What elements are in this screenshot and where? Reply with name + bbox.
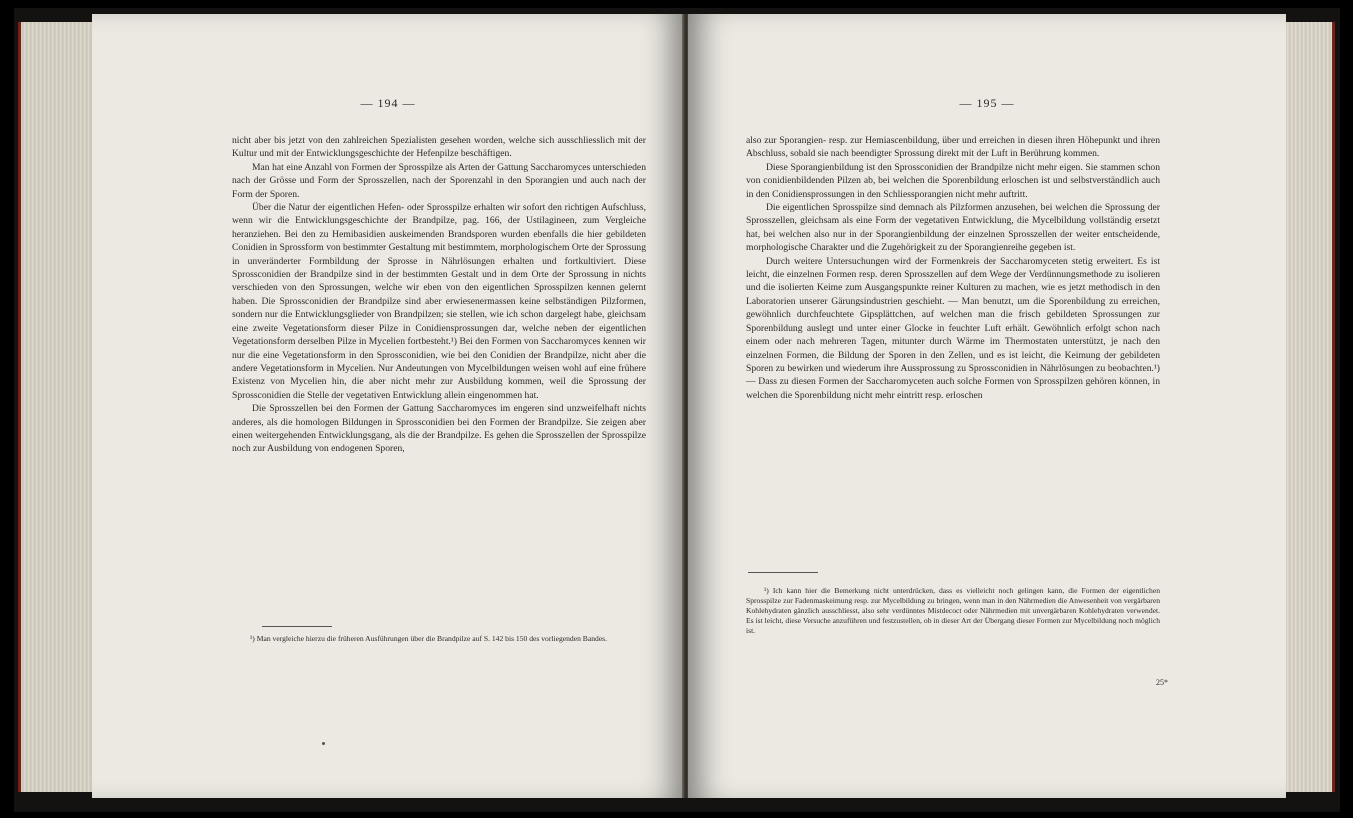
signature-mark: 25* bbox=[1156, 678, 1168, 687]
left-paragraph-3: Über die Natur der eigentlichen Hefen- oder Sprosspilze erhalten wir sofort den richtigen Aufschluss, wenn wir die Entwicklungsgeschichte der Brandpilze, pag. 166, der Ustilagineen, zum Vergleiche heranziehen. Bei den zu Hemibasidien auskeimenden Brandsporen wurden ebenfalls die hier gebildeten Conidien in Sprossform von bestimmter Gestaltung mit bestimmtem, morphologischem Orte der Sprossung in unveränderter Formbildung der Sprosse in Nährlösungen erhalten und fortkultiviert. Diese Sprossconidien der Brandpilze sind in der bestimmten Gestalt und in dem Orte der Sprossung in nichts verschieden von den Sprossungen, welche wir eben von den eigentlichen Sprosspilzen kennen gelernt haben. Die Sprossconidien der Brandpilze sind aber erwiesenermassen keine selbständigen Pilzformen, sondern nur die Entwicklungsglieder von Brandpilzen; sie stellen, wie ich schon dargelegt habe, gleichsam eine zweite Vegetationsform dieser Pilze in Conidiensprossungen dar, welche neben der eigentlichen Vegetationsform derselben Pilze in Mycelien fortbesteht.¹) Bei den Formen von Saccharomyces kennen wir nur die eine Vegetationsform in den Sprossconidien, wie bei den Conidien der Brandpilze, nicht aber die andere Vegetationsform in Mycelien. Nur Andeutungen von Mycelbildungen weisen wohl auf eine frühere Existenz von Mycelien hin, die aber nicht mehr zur Ausbildung kommen, weil die Sprossung der Sprossconidien die Stelle der vegetativen Entwicklung allein eingenommen hat. bbox=[232, 202, 646, 401]
left-page-edges bbox=[18, 22, 93, 792]
right-page-edges bbox=[1284, 22, 1335, 792]
right-footnote bbox=[746, 586, 1160, 636]
left-footnote-rule bbox=[262, 626, 332, 627]
page-number-left: — 194 — bbox=[360, 96, 416, 110]
left-body-text bbox=[232, 134, 646, 456]
right-footnote-text: ¹) Ich kann hier die Bemerkung nicht unterdrücken, dass es vielleicht noch gelingen kann, die Formen der eigentlichen Sprosspilze zur Fadenmaskeimung resp. zur Mycelbildung zu bringen, wenn man in den Nährmedien die Anwesenheit von vergärbaren Kohlehydraten gänzlich ausschliesst, also sehr verdünntes Mistdecoct oder Nährmedien mit unvergärbaren Kohlehydraten verwendet. Es ist leicht, diese Versuche anzuführen und festzustellen, ob in dieser Art der Übergang dieser Formen zur Mycelbildung noch möglich ist. bbox=[746, 586, 1160, 635]
right-page bbox=[688, 14, 1286, 798]
page-number-right: — 195 — bbox=[959, 96, 1015, 110]
left-page bbox=[92, 14, 684, 798]
right-paragraph-1: also zur Sporangien- resp. zur Hemiascenbildung, über und erreichen in diesen ihren Höhepunkt und ihren Abschluss, sobald sie nach beendigter Sprossung direkt mit der Luft in Berührung kommen. bbox=[746, 135, 1160, 160]
left-footnote bbox=[232, 634, 646, 644]
left-footnote-text: ¹) Man vergleiche hierzu die früheren Ausführungen über die Brandpilze auf S. 142 bis 150 des vorliegenden Bandes. bbox=[250, 634, 608, 643]
paper-spot bbox=[322, 742, 325, 745]
right-footnote-rule bbox=[748, 572, 818, 573]
left-paragraph-4: Die Sprosszellen bei den Formen der Gattung Saccharomyces im engeren sind unzweifelhaft nichts anderes, als die homologen Bildungen in Sprossconidien bei den Formen der Brandpilze. Sie zeigen aber einen weitergehenden Entwicklungsgang, als die der Brandpilze. Es gehen die Sprosszellen der Sprosspilze noch zur Ausbildung von endogenen Sporen, bbox=[232, 403, 646, 455]
right-paragraph-3: Die eigentlichen Sprosspilze sind demnach als Pilzformen anzusehen, bei welchen die Sprossung der Sprosszellen, gleichsam als eine Form der vegetativen Entwicklung, die Mycelbildung vollständig ersetzt hat, bei welchen also nur in der Sporangienbildung der einzelnen Sprosszellen der weiter entscheidende, morphologische Charakter und die Zugehörigkeit zu der Sporangienreihe gegeben ist. bbox=[746, 202, 1160, 254]
left-paragraph-2: Man hat eine Anzahl von Formen der Sprosspilze als Arten der Gattung Saccharomyces unterschieden nach der Grösse und Form der Sprosszellen, nach der Sporenzahl in den Sporangien und auch nach der Form der Sporen. bbox=[232, 161, 646, 200]
right-paragraph-4: Durch weitere Untersuchungen wird der Formenkreis der Saccharomyceten stetig erweitert. Es ist leicht, die einzelnen Formen resp. deren Sprosszellen auf dem Wege der Verdünnungsmethode zu isolieren und die isolierten Keime zum Ausgangspunkte reiner Kulturen zu machen, wie es jetzt methodisch in den Laboratorien unserer Gärungsindustrien geschieht. — Man benutzt, um die Sporenbildung zu erreichen, gewöhnlich durchfeuchtete Gipsplättchen, auf welchen man die frisch gebildeten Sprossungen zur Sporenbildung auslegt und unter einer Glocke in feuchter Luft erhält. Gewöhnlich erfolgt schon nach einem oder nach mehreren Tagen, mitunter durch Wärme im Thermostaten unterstützt, je nach den einzelnen Formen, die Bildung der Sporen in den Zellen, und es ist leicht, die Keimung der gebildeten Sporen zu bewirken und wiederum ihre Aussprossung zu Sprossconidien in Nährlösungen zu beobachten.¹) — Dass zu diesen Formen der Saccharomyceten auch solche Formen von Sprosspilzen gehören können, in welchen die Sporenbildung nicht mehr eintritt resp. erloschen bbox=[746, 255, 1160, 401]
right-paragraph-2: Diese Sporangienbildung ist den Sprossconidien der Brandpilze nicht mehr eigen. Sie stammen schon von conidienbildenden Pilzen ab, bei welchen die Sporenbildung erloschen ist und selbstverständlich auch in den Conidiensprossungen in den Schliessporangien nicht mehr auftritt. bbox=[746, 161, 1160, 200]
left-paragraph-1: nicht aber bis jetzt von den zahlreichen Spezialisten gesehen worden, welche sich ausschliesslich mit der Kultur und mit der Entwicklungsgeschichte der Hefenpilze beschäftigen. bbox=[232, 135, 646, 160]
right-body-text bbox=[746, 134, 1160, 402]
